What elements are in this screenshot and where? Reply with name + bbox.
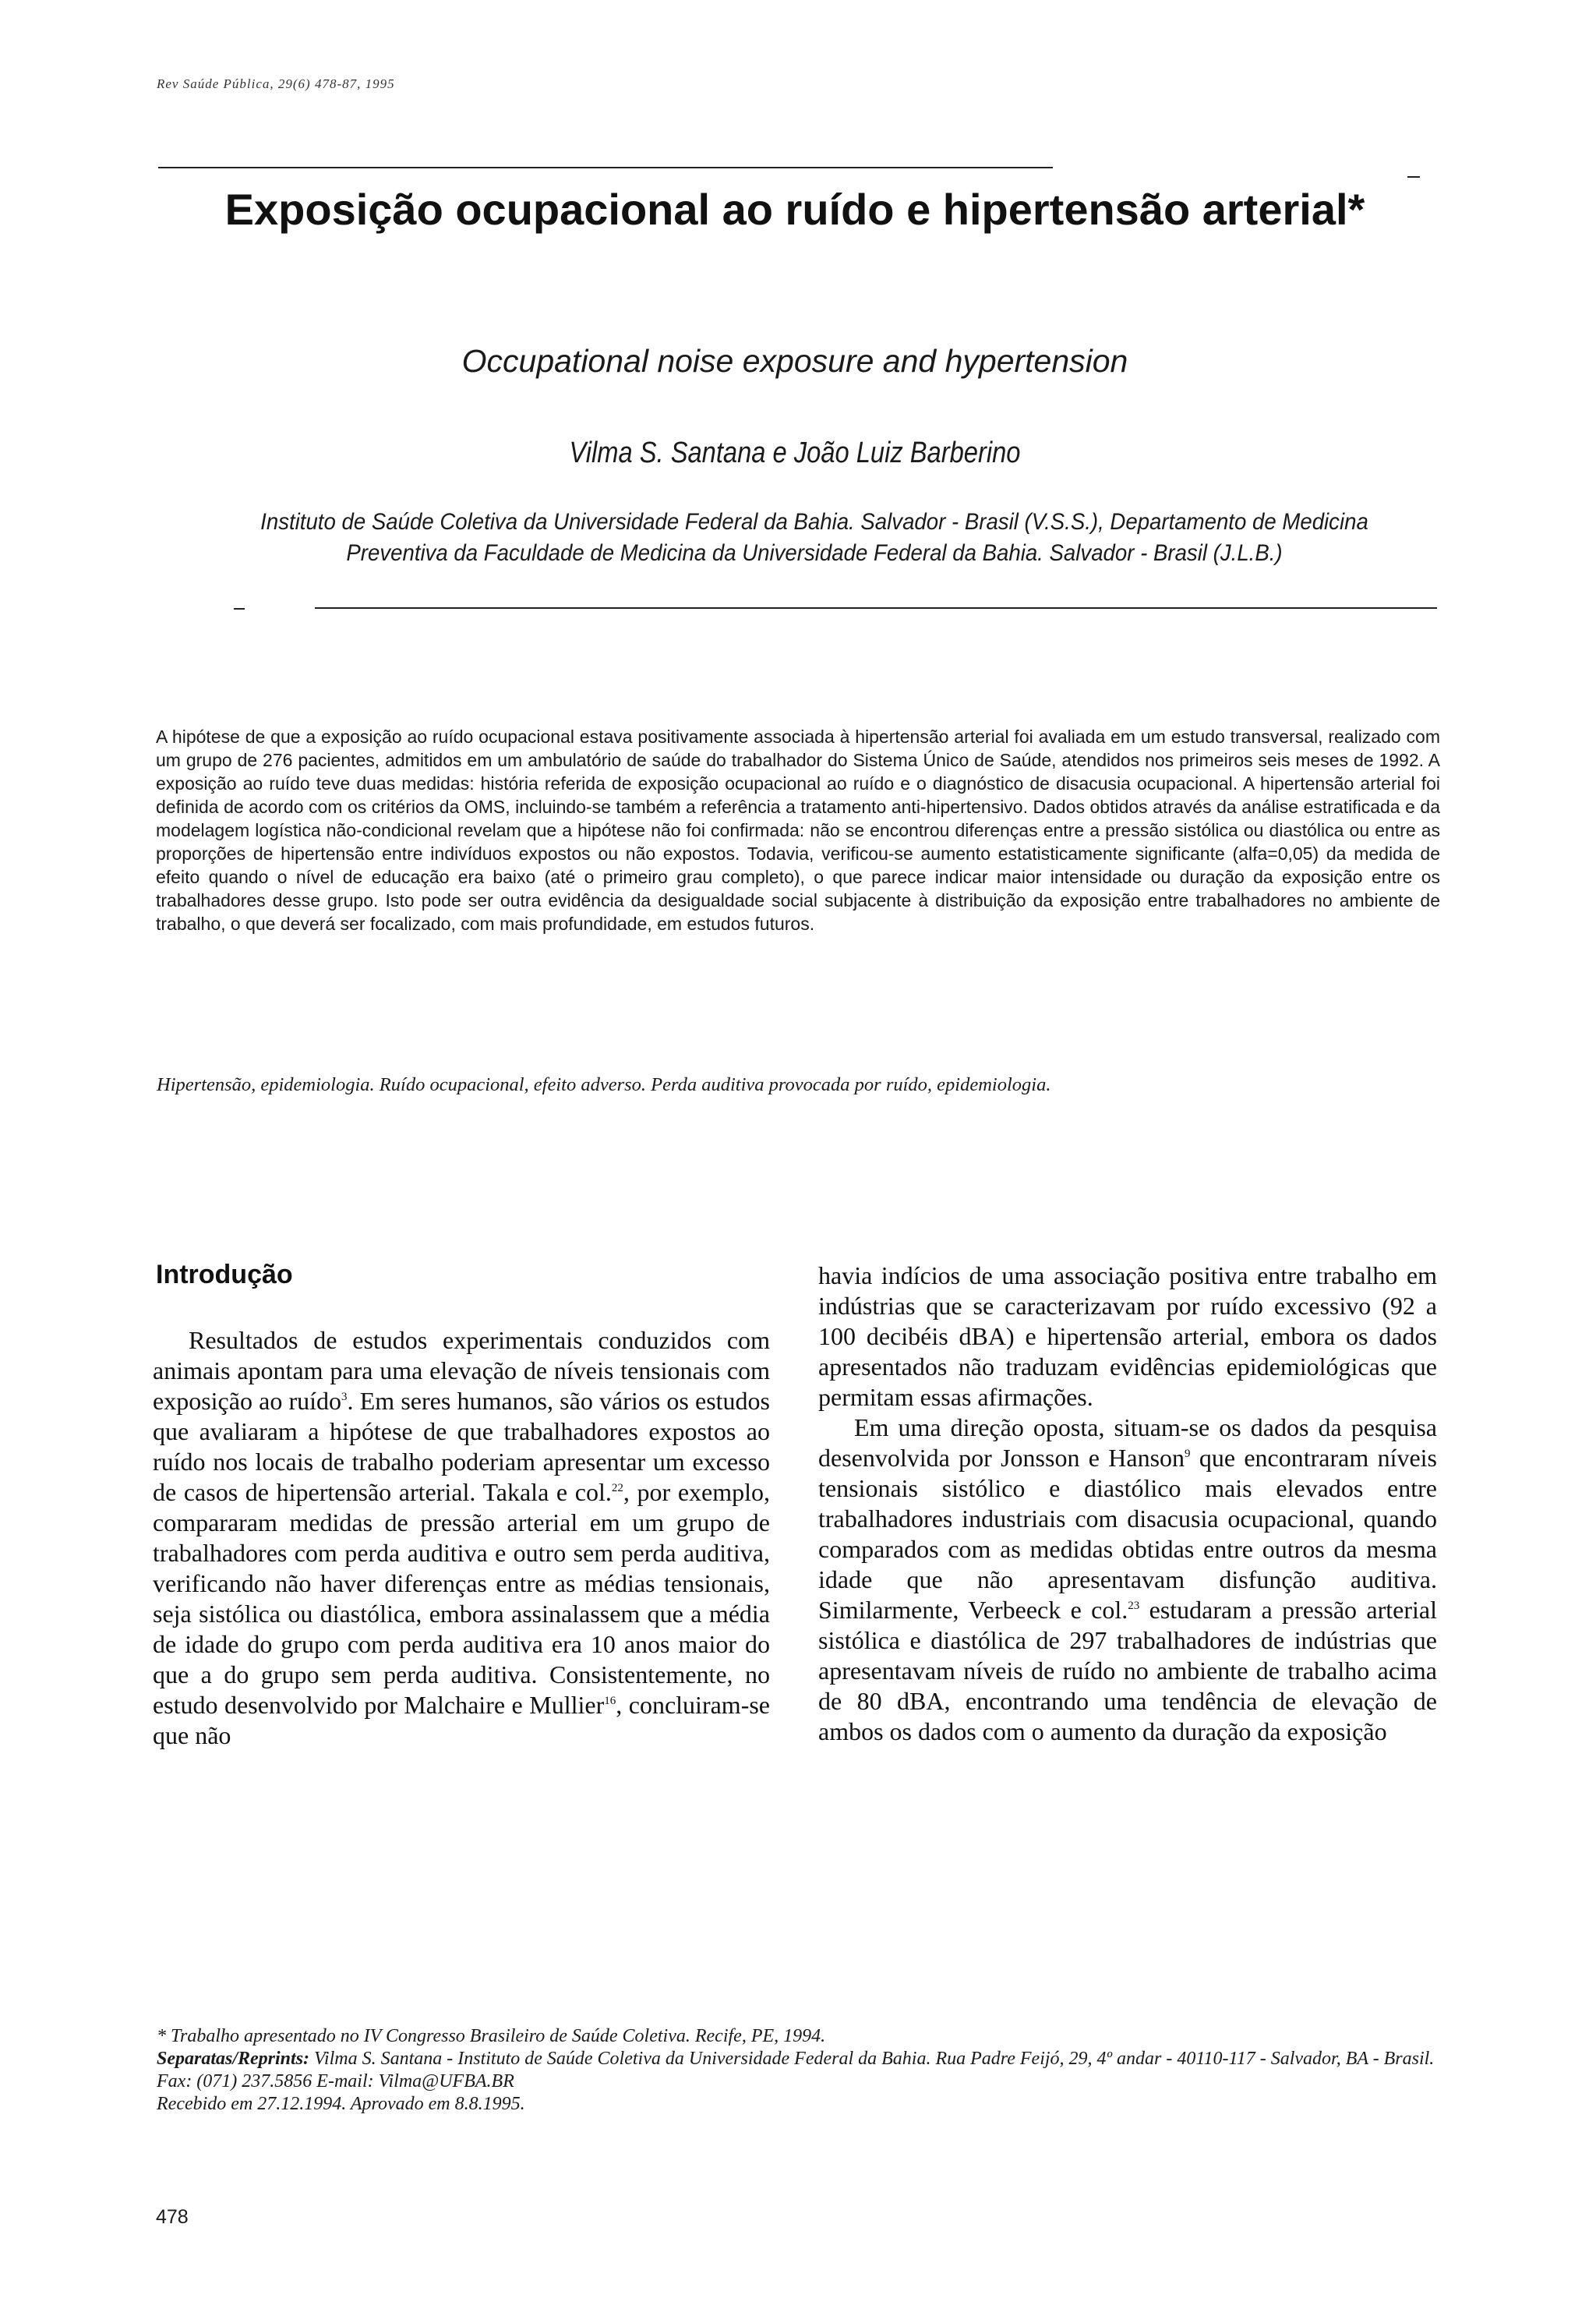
text-run: Resultados de estudos experimentais conduzidos com animais apontam para uma elevação de níveis tensionais com exposição ao ruído xyxy=(153,1326,770,1415)
text-run: . Em seres humanos, são vários os estudos que avaliaram a hipótese de que trabalhadores expostos ao ruído nos locais de trabalho poderiam apresentar um excesso de casos de hipertensão arterial. Takala e col. xyxy=(153,1387,771,1506)
reprints-label: Separatas/Reprints: xyxy=(157,2049,310,2069)
body-column-right xyxy=(818,1261,1437,1747)
affiliation-rule-tick xyxy=(234,608,245,610)
footnote-received: Recebido em 27.12.1994. Aprovado em 8.8.1995. xyxy=(157,2094,525,2114)
footnote-congress: * Trabalho apresentado no IV Congresso Brasileiro de Saúde Coletiva. Recife, PE, 1994. xyxy=(157,2026,826,2046)
text-run: , por exemplo, compararam medidas de pressão arterial em um grupo de trabalhadores com perda auditiva e outro sem perda auditiva, verificando não haver diferenças entre as médias tensionais, seja sistólica ou diastólica, embora assinalassem que a média de idade do grupo com perda auditiva era 10 anos maior do que a do grupo sem perda auditiva. Consistentemente, no estudo desenvolvido por Malchaire e Mullier xyxy=(153,1478,771,1719)
reprints-text: Vilma S. Santana - Instituto de Saúde Coletiva da Universidade Federal da Bahia. Rua Padre Feijó, 29, 4º andar - 40110-117 - Salvador, BA - Brasil. Fax: (071) 237.5856 E-mail: Vilma@UFBA.BR xyxy=(157,2049,1435,2091)
page-number: 478 xyxy=(156,2206,189,2228)
text-run: Em uma direção oposta, situam-se os dados da pesquisa desenvolvida por Jonsson e Hanson xyxy=(818,1413,1437,1472)
footnotes xyxy=(157,2025,1442,2116)
footnote-reprints xyxy=(157,2048,1442,2093)
keywords: Hipertensão, epidemiologia. Ruído ocupacional, efeito adverso. Perda auditiva provocada por ruído, epidemiologia. xyxy=(157,1074,1051,1095)
article-subtitle: Occupational noise exposure and hypertension xyxy=(461,343,1128,379)
text-run: que encontraram níveis tensionais sistólico e diastólico mais elevados entre trabalhadores industriais com disacusia ocupacional, quando comparados com as medidas obtidas entre outros da mesma idade que não apresentavam disfunção auditiva. Similarmente, Verbeeck e col. xyxy=(818,1444,1438,1624)
article-title: Exposição ocupacional ao ruído e hipertensão arterial* xyxy=(224,185,1365,234)
text-run: , concluiram-se que não xyxy=(153,1691,771,1749)
citation-ref: 23 xyxy=(1128,1600,1140,1612)
text-run: estudaram a pressão arterial sistólica e diastólica de 297 trabalhadores de indústrias que apresentavam níveis de ruído no ambiente de trabalho acima de 80 dBA, encontrando uma tendência de elevação de ambos os dados com o aumento da duração da exposição xyxy=(818,1596,1438,1745)
abstract: A hipótese de que a exposição ao ruído ocupacional estava positivamente associada à hipertensão arterial foi avaliada em um estudo transversal, realizado com um grupo de 276 pacientes, admitidos em um ambulatório de saúde do trabalhador do Sistema Único de Saúde, atendidos nos primeiros seis meses de 1992. A exposição ao ruído teve duas medidas: história referida de exposição ocupacional ao ruído e o diagnóstico de disacusia ocupacional. A hipertensão arterial foi definida de acordo com os critérios da OMS, incluindo-se também a referência a tratamento anti-hipertensivo. Dados obtidos através da análise estratificada e da modelagem logística não-condicional revelam que a hipótese não foi confirmada: não se encontrou diferenças entre a pressão sistólica ou diastólica ou entre as proporções de hipertensão entre indivíduos expostos ou não expostos. Todavia, verificou-se aumento estatisticamente significante (alfa=0,05) da medida de efeito quando o nível de educação era baixo (até o primeiro grau completo), o que parece indicar maior intensidade ou duração da exposição entre os trabalhadores desse grupo. Isto pode ser outra evidência da desigualdade social subjacente à distribuição da exposição entre trabalhadores no ambiente de trabalho, o que deverá ser focalizado, com mais profundidade, em estudos futuros. xyxy=(156,727,1440,934)
top-rule-tick xyxy=(1407,176,1420,178)
section-heading-introduction: Introdução xyxy=(156,1260,293,1289)
citation-ref: 22 xyxy=(611,1482,623,1494)
paragraph: havia indícios de uma associação positiva entre trabalho em indústrias que se caracterizavam por ruído excessivo (92 a 100 decibéis dBA) e hipertensão arterial, embora os dados apresentados não traduzam evidências epidemiológicas que permitam essas afirmações. xyxy=(818,1261,1437,1411)
body-column-left xyxy=(153,1325,770,1751)
author-affiliation: Instituto de Saúde Coletiva da Universidade Federal da Bahia. Salvador - Brasil (V.S.S.), Departamento de Medicina Preventiva da Faculdade de Medicina da Universidade Federal da Bahia. Salvador - Brasil (J.L.B.) xyxy=(260,509,1368,566)
citation-ref: 3 xyxy=(341,1391,348,1403)
citation-ref: 9 xyxy=(1185,1448,1191,1460)
running-head: Rev Saúde Pública, 29(6) 478-87, 1995 xyxy=(157,76,395,91)
article-authors: Vilma S. Santana e João Luiz Barberino xyxy=(569,437,1021,469)
citation-ref: 16 xyxy=(604,1695,616,1707)
top-rule xyxy=(158,167,1053,168)
affiliation-rule xyxy=(315,607,1437,609)
paragraph xyxy=(818,1413,1437,1747)
paragraph xyxy=(153,1325,770,1751)
